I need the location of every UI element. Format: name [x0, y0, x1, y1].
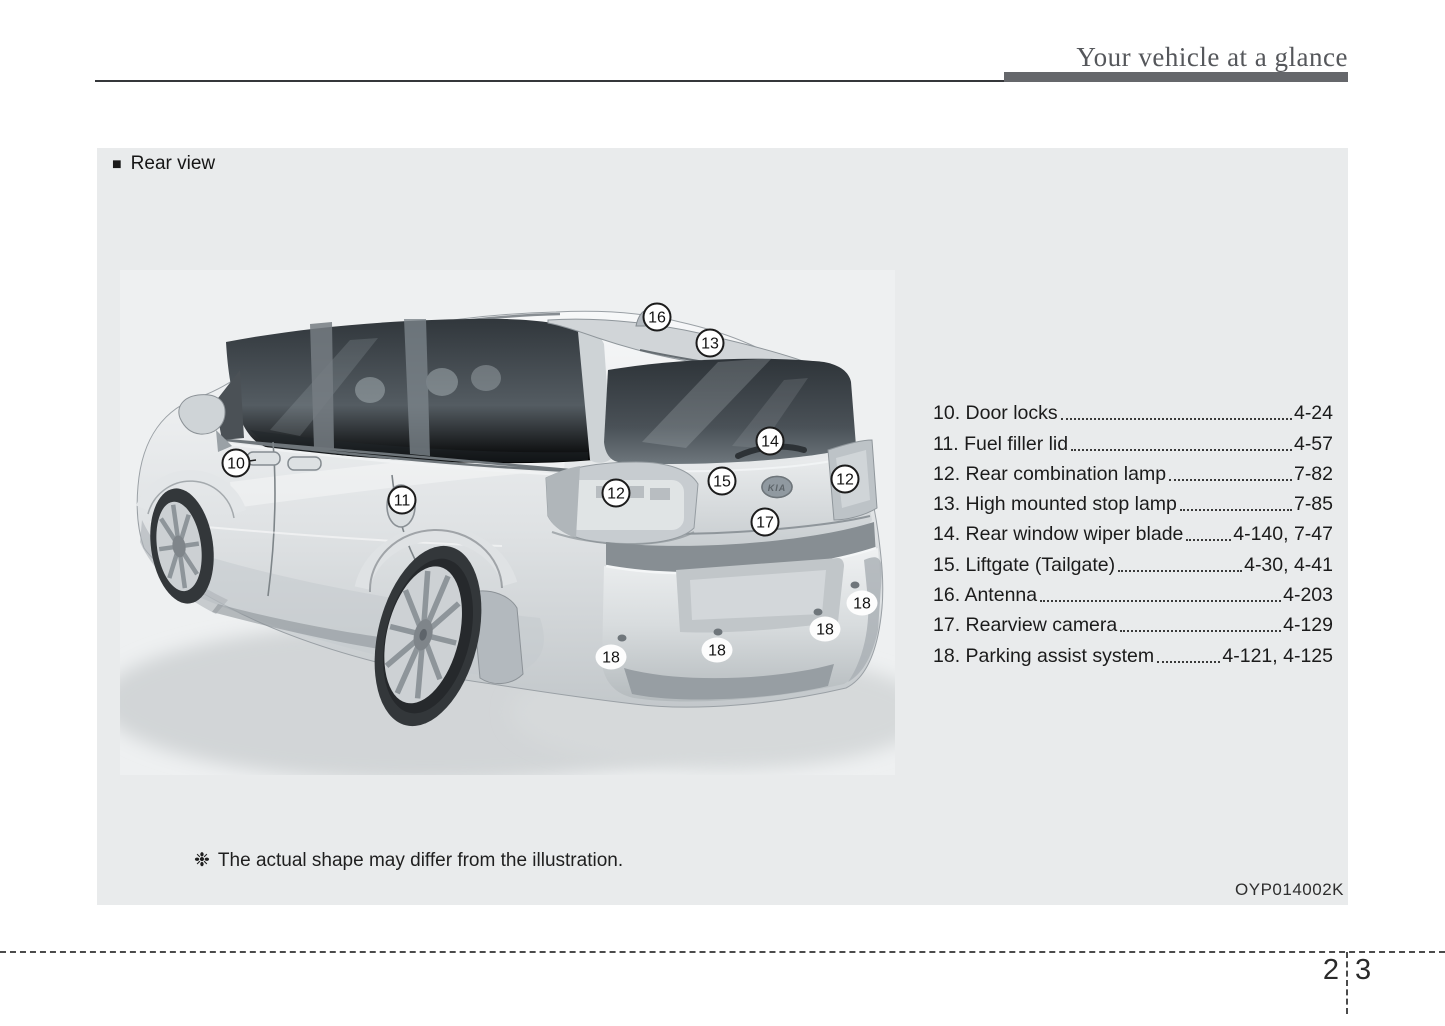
square-bullet-icon: ■	[112, 156, 122, 173]
part-page-ref: 4-30, 4-41	[1244, 553, 1333, 576]
page-title: Your vehicle at a glance	[1076, 42, 1348, 72]
section-label-text: Rear view	[130, 153, 216, 174]
callout-11	[389, 487, 416, 514]
part-label: 14. Rear window wiper blade	[933, 523, 1184, 546]
svg-text:18: 18	[602, 649, 620, 667]
callout-18-a	[847, 591, 878, 616]
dot-leader	[1118, 570, 1242, 572]
part-page-ref: 4-121, 4-125	[1222, 644, 1333, 667]
part-page-ref: 7-85	[1293, 493, 1333, 516]
svg-text:14: 14	[761, 433, 779, 451]
svg-text:17: 17	[756, 514, 774, 532]
callout-16	[644, 304, 671, 331]
svg-text:12: 12	[607, 485, 625, 503]
parking-sensor	[814, 609, 823, 616]
part-page-ref: 4-140, 7-47	[1233, 523, 1333, 546]
callout-18-b	[810, 617, 841, 642]
content-panel	[97, 148, 1348, 905]
figure-code: OYP014002K	[1235, 880, 1344, 899]
part-page-ref: 7-82	[1293, 462, 1333, 485]
callout-18-d	[596, 645, 627, 670]
parts-list-item	[933, 486, 1333, 516]
dot-leader	[1180, 509, 1292, 511]
callout-12-left	[603, 480, 630, 507]
dot-leader	[1061, 418, 1292, 420]
parts-list-item	[933, 607, 1333, 637]
reference-asterisk-icon: ❉	[194, 850, 210, 871]
parking-sensor	[618, 635, 627, 642]
footer-dashed-divider	[1346, 952, 1348, 1014]
dot-leader	[1157, 661, 1220, 663]
svg-text:12: 12	[836, 471, 854, 489]
footer-dashed-rule	[0, 951, 1445, 953]
header-rule-thick	[1004, 72, 1348, 82]
side-windows	[226, 319, 594, 463]
footnote-text: The actual shape may differ from the illustration.	[217, 850, 624, 871]
callout-14	[757, 428, 784, 455]
b-pillar	[310, 322, 334, 450]
dot-leader	[1186, 539, 1231, 541]
svg-text:13: 13	[701, 335, 719, 353]
svg-text:18: 18	[708, 642, 726, 660]
callout-13	[697, 330, 724, 357]
part-page-ref: 4-129	[1283, 614, 1333, 637]
front-door-handle	[247, 452, 280, 465]
parts-list-item	[933, 637, 1333, 667]
callout-17	[752, 509, 779, 536]
dot-leader	[1169, 479, 1292, 481]
rear-window	[604, 358, 856, 464]
part-label: 13. High mounted stop lamp	[933, 493, 1177, 516]
svg-text:11: 11	[393, 492, 411, 510]
parts-list-item	[933, 546, 1333, 576]
rear-bumper	[602, 522, 882, 702]
footnote	[194, 849, 623, 872]
callout-15	[709, 468, 736, 495]
svg-text:18: 18	[816, 621, 834, 639]
svg-text:18: 18	[853, 595, 871, 613]
svg-text:16: 16	[648, 309, 666, 327]
part-label: 12. Rear combination lamp	[933, 462, 1167, 485]
parts-list	[933, 395, 1333, 668]
part-page-ref: 4-203	[1283, 584, 1333, 607]
parking-sensor	[714, 629, 723, 636]
callout-10	[223, 450, 250, 477]
sliding-door-handle	[288, 457, 321, 470]
kia-badge	[762, 477, 792, 498]
chapter-number: 2	[1322, 954, 1339, 986]
parking-sensor	[851, 582, 860, 589]
section-label	[112, 153, 215, 175]
part-label: 15. Liftgate (Tailgate)	[933, 553, 1116, 576]
parts-list-item	[933, 516, 1333, 546]
parts-list-item	[933, 456, 1333, 486]
svg-text:10: 10	[227, 455, 245, 473]
parts-list-item	[933, 395, 1333, 425]
parts-list-item	[933, 577, 1333, 607]
part-label: 16. Antenna	[933, 584, 1038, 607]
dot-leader	[1120, 630, 1281, 632]
parts-list-item	[933, 425, 1333, 455]
part-page-ref: 4-57	[1293, 432, 1333, 455]
vehicle-rear-view-illustration	[120, 270, 895, 775]
callout-12-right	[832, 466, 859, 493]
page-number: 3	[1355, 954, 1372, 986]
dot-leader	[1071, 449, 1292, 451]
part-label: 18. Parking assist system	[933, 644, 1155, 667]
kia-badge-text: KIA	[767, 483, 787, 493]
svg-text:15: 15	[713, 473, 731, 491]
part-label: 11. Fuel filler lid	[933, 432, 1069, 455]
callout-18-c	[702, 638, 733, 663]
part-label: 10. Door locks	[933, 402, 1058, 425]
part-label: 17. Rearview camera	[933, 614, 1118, 637]
part-page-ref: 4-24	[1293, 402, 1333, 425]
dot-leader	[1040, 600, 1281, 602]
